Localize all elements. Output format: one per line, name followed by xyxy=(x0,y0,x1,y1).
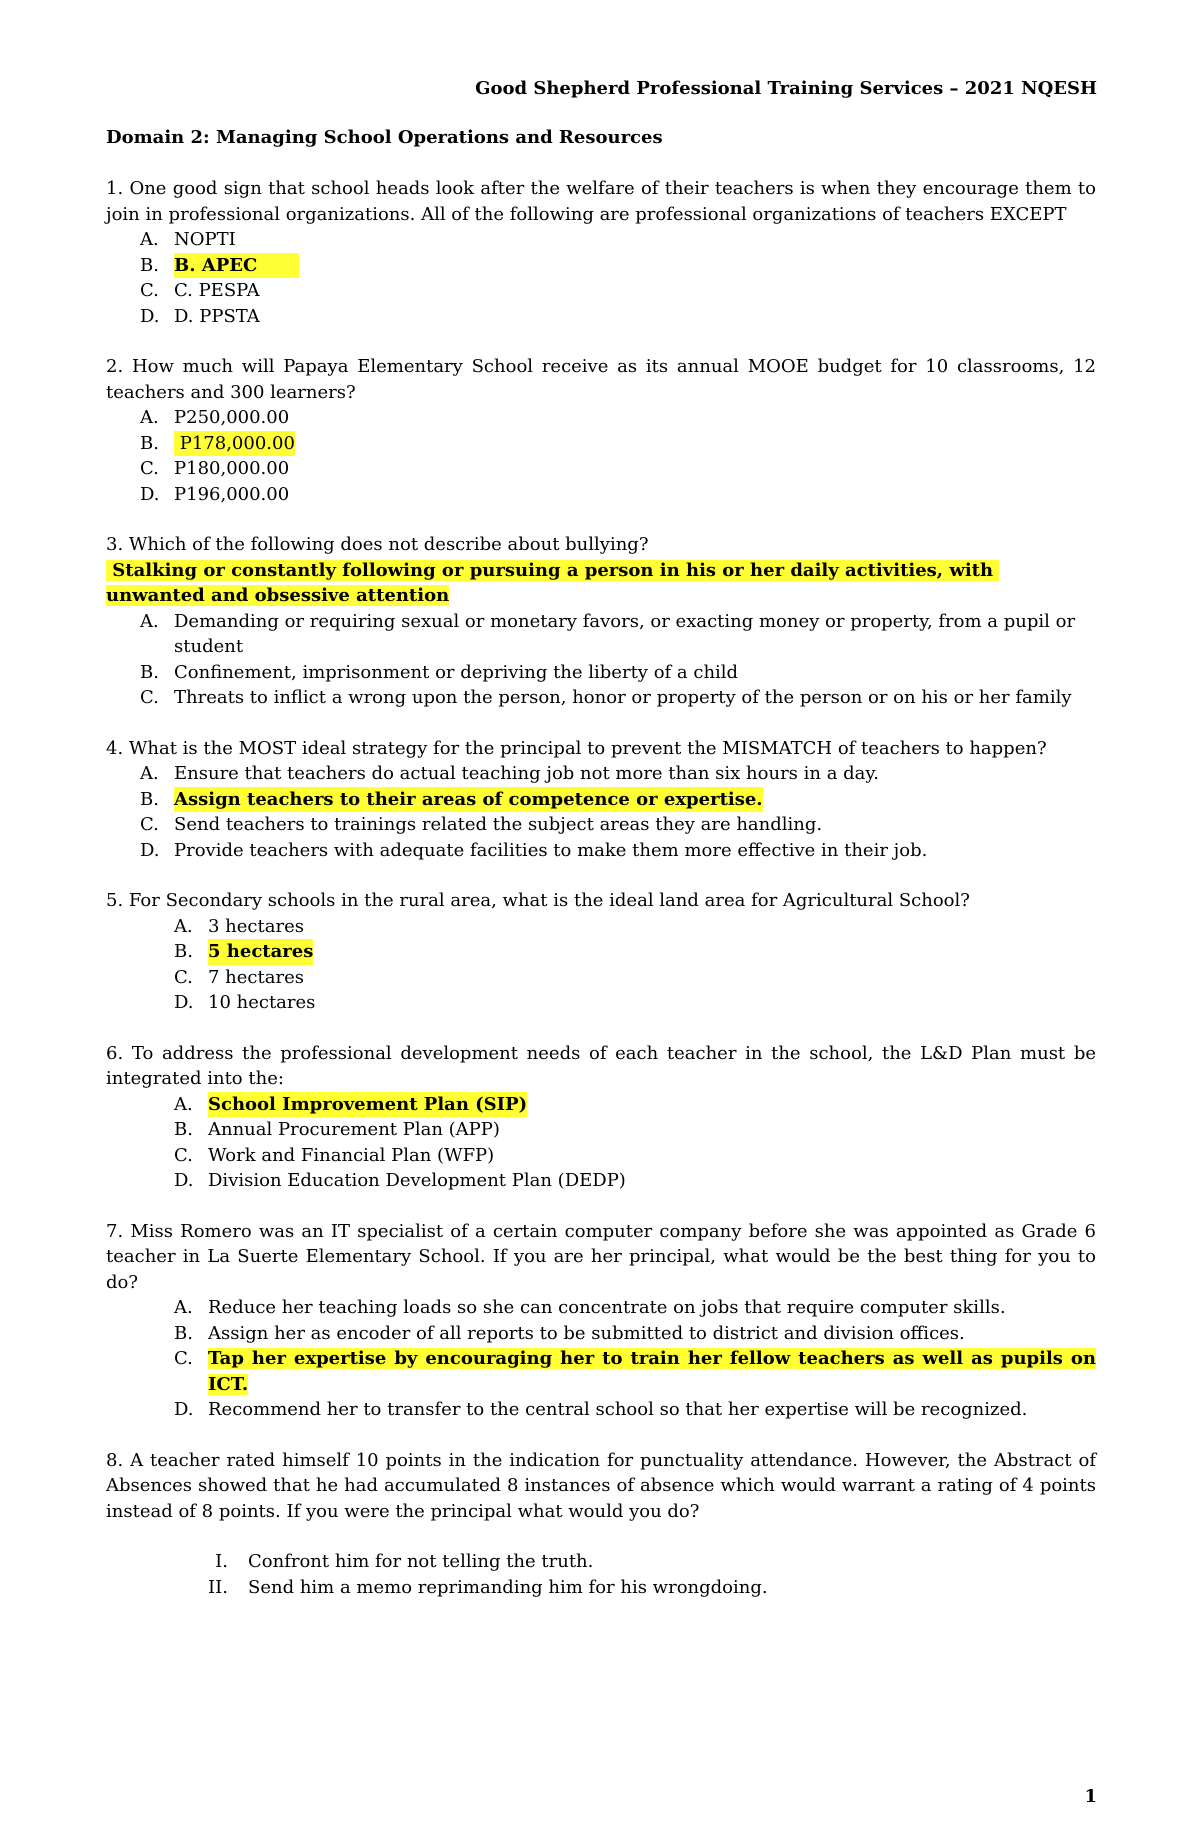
question-1 xyxy=(106,176,1096,329)
option-text: Recommend her to transfer to the central school so that her expertise will be recognized. xyxy=(208,1399,1028,1420)
option-c: C. Work and Financial Plan (WFP) xyxy=(174,1143,1096,1169)
highlighted-answer: Stalking or constantly following or pursuing a person in his or her daily activities, with unwanted and obsessive attention xyxy=(106,559,1000,606)
option-c: C. 7 hectares xyxy=(174,965,1096,991)
question-list xyxy=(106,176,1096,1625)
question-stem: 5. For Secondary schools in the rural area, what is the ideal land area for Agricultural School? xyxy=(106,890,970,911)
option-text: Send teachers to trainings related the subject areas they are handling. xyxy=(174,814,823,835)
option-text: D. PPSTA xyxy=(174,305,260,327)
option-d: D. D. PPSTA xyxy=(140,304,1096,330)
option-d: D. Recommend her to transfer to the central school so that her expertise will be recognized. xyxy=(174,1397,1096,1423)
option-text: Reduce her teaching loads so she can concentrate on jobs that require computer skills. xyxy=(208,1297,1006,1318)
option-text: Ensure that teachers do actual teaching job not more than six hours in a day. xyxy=(174,763,879,784)
option-text: Division Education Development Plan (DEDP) xyxy=(208,1170,626,1191)
option-text: P196,000.00 xyxy=(174,483,290,505)
option-text: Threats to inflict a wrong upon the person, honor or property of the person or on his or her family xyxy=(174,687,1072,708)
option-text: Send him a memo reprimanding him for his wrongdoing. xyxy=(248,1576,768,1598)
page-header: Good Shepherd Professional Training Services – 2021 NQESH xyxy=(475,78,1097,99)
option-a: A. School Improvement Plan (SIP) xyxy=(174,1092,1096,1118)
option-d: D. 10 hectares xyxy=(174,990,1096,1016)
option-text: Work and Financial Plan (WFP) xyxy=(208,1144,495,1166)
option-text: Confront him for not telling the truth. xyxy=(248,1551,594,1572)
option-text: Provide teachers with adequate facilities to make them more effective in their job. xyxy=(174,839,928,861)
option-text: NOPTI xyxy=(174,229,236,250)
option-c: C. C. PESPA xyxy=(140,278,1096,304)
option-c: C. Send teachers to trainings related the subject areas they are handling. xyxy=(140,812,1096,838)
option-text: P180,000.00 xyxy=(174,458,290,479)
question-2 xyxy=(106,354,1096,507)
option-list xyxy=(106,1092,1096,1194)
option-list xyxy=(106,1549,1096,1600)
option-d: D. Division Education Development Plan (DEDP) xyxy=(174,1168,1096,1194)
option-d: D. Provide teachers with adequate facilities to make them more effective in their job. xyxy=(140,838,1096,864)
option-list xyxy=(106,1295,1096,1423)
option-b: B. Annual Procurement Plan (APP) xyxy=(174,1117,1096,1143)
question-8 xyxy=(106,1448,1096,1601)
option-b: B. Assign teachers to their areas of competence or expertise. xyxy=(140,787,1096,813)
question-stem: 2. How much will Papaya Elementary School receive as its annual MOOE budget for 10 classrooms, 12 teachers and 300 learners? xyxy=(106,356,1096,403)
question-5 xyxy=(106,888,1096,1016)
option-list xyxy=(106,405,1096,507)
option-i: I. Confront him for not telling the truth. xyxy=(186,1549,1096,1575)
option-text: Demanding or requiring sexual or monetary favors, or exacting money or property, from a pupil or student xyxy=(174,610,1076,657)
option-b: B. 5 hectares xyxy=(174,939,1096,965)
question-6 xyxy=(106,1041,1096,1194)
option-a: A. Demanding or requiring sexual or monetary favors, or exacting money or property, from a pupil or student xyxy=(140,609,1096,660)
option-list xyxy=(106,227,1096,329)
option-b: B. Confinement, imprisonment or depriving the liberty of a child xyxy=(140,660,1096,686)
question-stem: 3. Which of the following does not describe about bullying? xyxy=(106,534,649,555)
option-list xyxy=(106,761,1096,863)
highlighted-answer-block xyxy=(106,558,1031,609)
option-b: B. B. APEC xyxy=(140,253,1096,279)
option-a: A. Ensure that teachers do actual teaching job not more than six hours in a day. xyxy=(140,761,1096,787)
domain-title: Domain 2: Managing School Operations and Resources xyxy=(106,127,663,148)
option-a: A. NOPTI xyxy=(140,227,1096,253)
option-c: C. P180,000.00 xyxy=(140,456,1096,482)
option-ii: II. Send him a memo reprimanding him for his wrongdoing. xyxy=(186,1575,1096,1601)
highlighted-answer: B. APEC xyxy=(174,253,299,279)
option-text: Confinement, imprisonment or depriving the liberty of a child xyxy=(174,661,739,683)
option-text: 3 hectares xyxy=(208,915,304,937)
question-stem: 7. Miss Romero was an IT specialist of a certain computer company before she was appointed as Grade 6 teacher in La Suerte Elementary School. If you are her principal, what would be the best thing for you to do? xyxy=(106,1220,1096,1293)
option-d: D. P196,000.00 xyxy=(140,482,1096,508)
option-list xyxy=(106,609,1096,711)
option-c: C. Tap her expertise by encouraging her to train her fellow teachers as well as pupils on ICT. xyxy=(174,1348,1096,1395)
option-a: A. P250,000.00 xyxy=(140,405,1096,431)
page-number: 1 xyxy=(1084,1786,1097,1807)
highlighted-answer: 5 hectares xyxy=(208,939,313,965)
question-4 xyxy=(106,736,1096,864)
option-a: A. Reduce her teaching loads so she can concentrate on jobs that require computer skills. xyxy=(174,1295,1096,1321)
highlighted-answer: Tap her expertise by encouraging her to train her fellow teachers as well as pupils on ICT. xyxy=(208,1348,1096,1395)
option-c: C. Threats to inflict a wrong upon the person, honor or property of the person or on his or her family xyxy=(140,685,1096,711)
option-text: C. PESPA xyxy=(174,280,260,301)
option-text: 10 hectares xyxy=(208,992,316,1013)
question-stem: 6. To address the professional development needs of each teacher in the school, the L&D Plan must be integrated into the: xyxy=(106,1042,1096,1089)
option-text: 7 hectares xyxy=(208,966,304,988)
highlighted-answer: P178,000.00 xyxy=(174,431,295,457)
highlighted-answer: School Improvement Plan (SIP) xyxy=(208,1092,527,1118)
option-text: Annual Procurement Plan (APP) xyxy=(208,1119,500,1140)
highlighted-answer: Assign teachers to their areas of competence or expertise. xyxy=(174,787,763,813)
option-list xyxy=(106,914,1096,1016)
option-text: P250,000.00 xyxy=(174,407,290,428)
question-7 xyxy=(106,1219,1096,1423)
option-a: A. 3 hectares xyxy=(174,914,1096,940)
question-stem: 8. A teacher rated himself 10 points in the indication for punctuality attendance. However, the Abstract of Absences showed that he had accumulated 8 instances of absence which would warrant a rating of 4 points instead of 8 points. If you were the principal what would you do? xyxy=(106,1449,1096,1522)
option-text: Assign her as encoder of all reports to be submitted to district and division offices. xyxy=(208,1322,965,1344)
question-stem: 4. What is the MOST ideal strategy for the principal to prevent the MISMATCH of teachers to happen? xyxy=(106,737,1047,759)
option-b: B. P178,000.00 xyxy=(140,431,1096,457)
question-3 xyxy=(106,532,1096,711)
question-stem: 1. One good sign that school heads look after the welfare of their teachers is when they encourage them to join in professional organizations. All of the following are professional organizations of teachers EXCEPT xyxy=(106,178,1096,225)
option-b: B. Assign her as encoder of all reports to be submitted to district and division offices. xyxy=(174,1321,1096,1347)
